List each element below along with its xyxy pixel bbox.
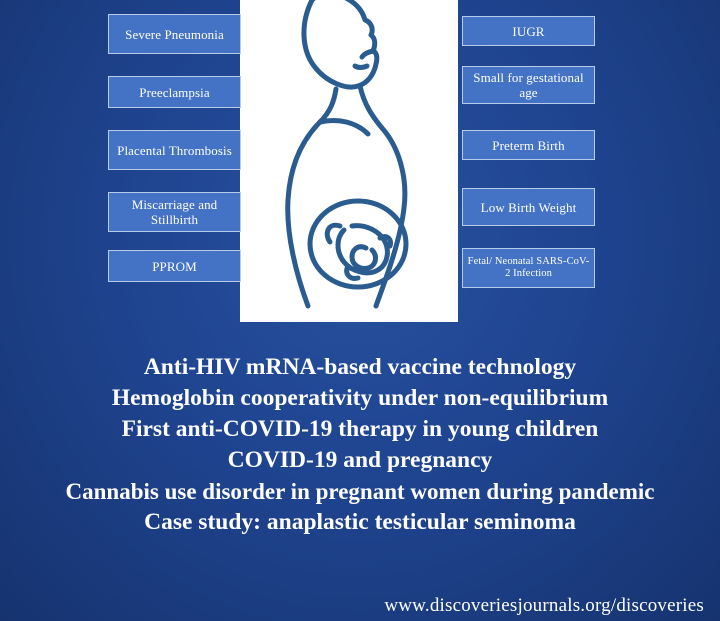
label-iugr: IUGR [462, 16, 595, 46]
label-small-for-gestational-age: Small for gestational age [462, 66, 595, 104]
journal-url[interactable]: www.discoveriesjournals.org/discoveries [384, 595, 704, 616]
label-preterm-birth: Preterm Birth [462, 130, 595, 160]
label-placental-thrombosis: Placental Thrombosis [108, 130, 241, 170]
headline-item: First anti-COVID-19 therapy in young children [121, 416, 599, 442]
headline-item: Hemoglobin cooperativity under non-equilibrium [111, 385, 609, 411]
label-fetal-neonatal-sars-cov-2-infection: Fetal/ Neonatal SARS-CoV-2 Infection [462, 248, 595, 288]
headline-list [0, 352, 720, 538]
headline-item: COVID-19 and pregnancy [227, 447, 493, 473]
label-severe-pneumonia: Severe Pneumonia [108, 14, 241, 54]
label-miscarriage-stillbirth: Miscarriage and Stillbirth [108, 192, 241, 232]
headline-item: Case study: anaplastic testicular seminoma [144, 509, 576, 535]
pregnant-woman-fetus-silhouette [240, 0, 458, 322]
label-low-birth-weight: Low Birth Weight [462, 188, 595, 226]
label-preeclampsia: Preeclampsia [108, 76, 241, 108]
label-pprom: PPROM [108, 250, 241, 282]
headline-item: Anti-HIV mRNA-based vaccine technology [143, 354, 577, 380]
headline-item: Cannabis use disorder in pregnant women during pandemic [65, 479, 655, 504]
